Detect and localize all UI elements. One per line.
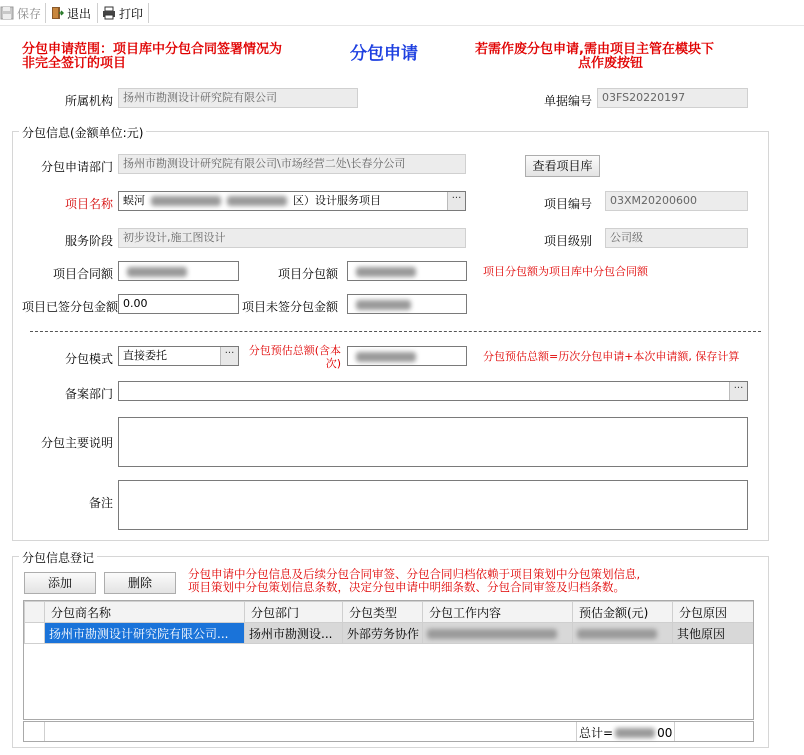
redacted-text (356, 267, 416, 277)
level-label: 项目级别 (543, 234, 592, 248)
view-project-library-button[interactable]: 查看项目库 (525, 155, 600, 177)
project-name-label: 项目名称 (64, 197, 113, 211)
scope-note-line1: 分包申请范围：项目库中分包合同签署情况为 (22, 42, 283, 57)
printer-icon (102, 6, 116, 20)
est-total-field[interactable] (347, 346, 467, 366)
level-field[interactable]: 公司级 (605, 228, 748, 248)
doc-no-field[interactable]: 03FS20220197 (597, 88, 748, 108)
toolbar (0, 0, 804, 26)
redacted-text (227, 196, 287, 206)
registry-note-line1: 分包申请中分包信息及后续分包合同审签、分包合同归档依赖于项目策划中分包策划信息, (188, 567, 641, 581)
remark-textarea[interactable] (118, 480, 748, 530)
save-icon (0, 6, 14, 20)
registry-note-line2: 项目策划中分包策划信息条数，决定分包申请中明细条数、分包合同审签及归档条数。 (188, 580, 625, 594)
void-note-line1: 若需作废分包申请,需由项目主管在模块下 (475, 42, 714, 57)
cell-dept[interactable]: 扬州市勘测设... (245, 623, 343, 644)
exit-icon (50, 6, 64, 20)
mode-ellipsis-icon[interactable]: ··· (220, 347, 238, 365)
column-header-dept[interactable]: 分包部门 (245, 602, 343, 623)
column-header-reason[interactable]: 分包原因 (673, 602, 755, 623)
signed-amount-field[interactable]: 0.00 (118, 294, 239, 314)
cell-amount[interactable] (573, 623, 673, 644)
redacted-text (356, 300, 411, 310)
unsigned-amount-field[interactable] (347, 294, 467, 314)
redacted-text (615, 728, 655, 738)
doc-no-label: 单据编号 (543, 94, 592, 108)
org-field[interactable]: 扬州市勘测设计研究院有限公司 (118, 88, 358, 108)
sub-amount-label: 项目分包额 (277, 267, 338, 281)
redacted-text (577, 629, 657, 639)
filing-dept-ellipsis-icon[interactable]: ··· (729, 382, 747, 400)
cell-type[interactable]: 外部劳务协作 (343, 623, 423, 644)
stage-field[interactable]: 初步设计,施工图设计 (118, 228, 466, 248)
sub-amount-field[interactable] (347, 261, 467, 281)
filing-dept-label: 备案部门 (64, 387, 113, 401)
unsigned-amount-label: 项目未签分包金额 (241, 300, 338, 314)
signed-amount-label: 项目已签分包金额 (21, 300, 118, 314)
column-header-content[interactable]: 分包工作内容 (423, 602, 573, 623)
redacted-text (356, 352, 416, 362)
dept-field[interactable]: 扬州市勘测设计研究院有限公司\市场经营二处\长春分公司 (118, 154, 466, 174)
subcontract-info-title: 分包信息(金额单位:元) (19, 124, 146, 141)
page-title: 分包申请 (350, 44, 418, 64)
print-button[interactable]: 打印 (102, 4, 143, 22)
scope-note-line2: 非完全签订的项目 (22, 56, 127, 71)
project-no-field[interactable]: 03XM20200600 (605, 191, 748, 211)
description-label: 分包主要说明 (40, 436, 113, 450)
cell-vendor[interactable]: 扬州市勘测设计研究院有限公司... (45, 623, 245, 644)
column-header-type[interactable]: 分包类型 (343, 602, 423, 623)
project-lookup-ellipsis-icon[interactable]: ··· (447, 192, 465, 210)
redacted-text (151, 196, 221, 206)
row-indicator[interactable] (25, 623, 45, 644)
redacted-text (427, 629, 557, 639)
exit-button[interactable]: 退出 (50, 4, 91, 22)
registry-table[interactable] (23, 600, 754, 720)
section-divider (30, 331, 761, 332)
cell-content[interactable] (423, 623, 573, 644)
total-amount: 总计= 00 (579, 725, 673, 740)
toolbar-separator (97, 3, 98, 23)
project-no-label: 项目编号 (543, 197, 592, 211)
filing-dept-field[interactable] (118, 381, 748, 401)
est-total-label: 分包预估总额(含本次) (248, 344, 341, 370)
void-note-line2: 点作废按钮 (578, 56, 644, 71)
stage-label: 服务阶段 (64, 234, 113, 248)
org-label: 所属机构 (64, 94, 113, 108)
save-button[interactable]: 保存 (0, 4, 41, 22)
table-row[interactable] (25, 623, 755, 644)
project-name-field[interactable]: 蜈河 区）设计服务项目 ··· (118, 191, 466, 211)
registry-footer (23, 721, 754, 742)
subcontract-registry-title: 分包信息登记 (19, 549, 97, 566)
toolbar-separator (148, 3, 149, 23)
column-header-amount[interactable]: 预估金额(元) (573, 602, 673, 623)
dept-label: 分包申请部门 (40, 160, 113, 174)
mode-label: 分包模式 (64, 352, 113, 366)
add-button[interactable]: 添加 (24, 572, 96, 594)
toolbar-separator (45, 3, 46, 23)
column-header-vendor[interactable]: 分包商名称 (45, 602, 245, 623)
description-textarea[interactable] (118, 417, 748, 467)
row-indicator-header (25, 602, 45, 623)
redacted-text (127, 267, 187, 277)
est-total-note: 分包预估总额=历次分包申请+本次申请额, 保存计算 (483, 350, 740, 363)
remark-label: 备注 (88, 496, 113, 510)
sub-amount-note: 项目分包额为项目库中分包合同额 (483, 265, 648, 278)
contract-amount-label: 项目合同额 (52, 267, 113, 281)
cell-reason[interactable]: 其他原因 (673, 623, 755, 644)
delete-button[interactable]: 删除 (104, 572, 176, 594)
table-header-row (25, 602, 755, 623)
contract-amount-field[interactable] (118, 261, 239, 281)
mode-select[interactable]: 直接委托 ··· (118, 346, 239, 366)
